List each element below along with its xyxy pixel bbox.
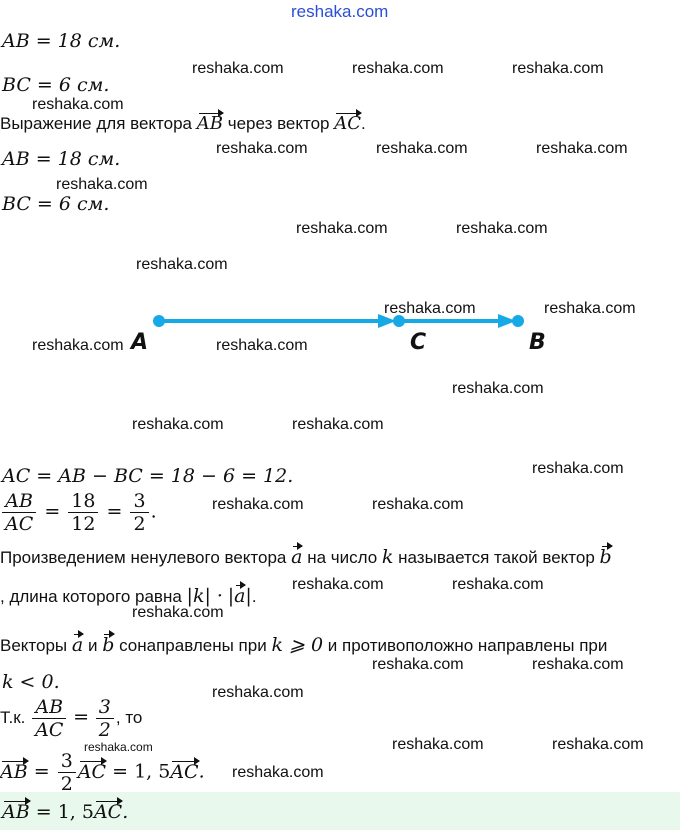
watermark: reshaka.com xyxy=(292,576,384,593)
result-vector-ab: AB xyxy=(0,760,28,783)
point-b xyxy=(512,315,524,327)
final-vector-ab: AB xyxy=(2,801,30,823)
task-text-mid: через вектор xyxy=(227,114,330,133)
watermark: reshaka.com xyxy=(232,764,324,781)
watermark: reshaka.com xyxy=(352,60,444,77)
def-len-vector-a: a xyxy=(234,585,246,607)
watermark: reshaka.com xyxy=(532,656,624,673)
final-answer: AB = 1, 5AC. xyxy=(2,801,129,823)
watermark: reshaka.com xyxy=(132,604,224,621)
ratio-frac-3: $\frac{3}{2}$ xyxy=(130,490,148,535)
watermark: reshaka.com xyxy=(212,684,304,701)
codirection-line: Векторы a и b сонаправлены при k ⩾ 0 и противоположно направлены при xyxy=(0,634,608,656)
since-frac-2: $\frac{3}{2}$ xyxy=(96,696,114,741)
task-vector-ac: AC xyxy=(334,113,362,134)
watermark-top: reshaka.com xyxy=(291,2,389,21)
watermark: reshaka.com xyxy=(452,380,544,397)
result-vector-ac: AC xyxy=(77,760,107,783)
ratio-frac-2: $\frac{18}{12}$ xyxy=(68,490,98,535)
given-bc: BC = 6 см. xyxy=(2,74,110,96)
codir-vector-b: b xyxy=(102,634,115,656)
watermark: reshaka.com xyxy=(84,740,153,754)
watermark: reshaka.com xyxy=(32,337,124,354)
ratio-line: $\frac{AB}{AC}$ = $\frac{18}{12}$ = $\frac{3}{2}$ . xyxy=(0,490,157,535)
watermark: reshaka.com xyxy=(512,60,604,77)
watermark: reshaka.com xyxy=(296,220,388,237)
final-vector-ac: AC xyxy=(93,801,123,823)
task-text-before: Выражение для вектора xyxy=(0,114,193,133)
since-line: Т.к. $\frac{AB}{AC}$ = $\frac{3}{2}$ , то xyxy=(0,696,143,741)
label-c: C xyxy=(410,330,427,355)
label-b: B xyxy=(529,330,546,355)
watermark: reshaka.com xyxy=(292,416,384,433)
watermark: reshaka.com xyxy=(372,656,464,673)
ratio-frac-1: $\frac{AB}{AC}$ xyxy=(2,490,36,535)
point-a xyxy=(153,315,165,327)
result-line: AB = $\frac{3}{2}$ AC = 1, 5AC. xyxy=(0,750,205,795)
task-line xyxy=(0,112,366,136)
watermark: reshaka.com xyxy=(216,337,308,354)
watermark: reshaka.com xyxy=(392,736,484,753)
def-vector-b: b xyxy=(599,546,612,568)
definition-line-2: , длина которого равна |k| · |a|. xyxy=(0,585,257,607)
given2-ab: AB = 18 см. xyxy=(2,148,121,170)
watermark: reshaka.com xyxy=(384,300,476,317)
def-vector-a: a xyxy=(291,546,303,568)
definition-line-1: Произведением ненулевого вектора a на число k называется такой вектор b xyxy=(0,546,612,568)
task-text-end: . xyxy=(361,114,366,133)
watermark: reshaka.com xyxy=(456,220,548,237)
codirection-condition-2: k < 0. xyxy=(2,671,60,693)
watermark: reshaka.com xyxy=(192,60,284,77)
watermark: reshaka.com xyxy=(536,140,628,157)
task-vector-ab: AB xyxy=(196,113,223,134)
label-a: A xyxy=(131,330,149,355)
watermark: reshaka.com xyxy=(452,576,544,593)
watermark: reshaka.com xyxy=(136,256,228,273)
watermark: reshaka.com xyxy=(376,140,468,157)
watermark: reshaka.com xyxy=(212,496,304,513)
watermark: reshaka.com xyxy=(372,496,464,513)
given2-bc: BC = 6 см. xyxy=(2,193,110,215)
watermark: reshaka.com xyxy=(32,96,124,113)
watermark: reshaka.com xyxy=(132,416,224,433)
watermark: reshaka.com xyxy=(216,140,308,157)
given-ab: AB = 18 см. xyxy=(2,30,121,52)
ac-computation: AC = AB − BC = 18 − 6 = 12. xyxy=(2,465,294,487)
result-vector-ac-2: AC xyxy=(170,760,199,783)
result-frac: $\frac{3}{2}$ xyxy=(58,750,76,795)
codir-vector-a: a xyxy=(71,634,84,656)
watermark: reshaka.com xyxy=(56,176,148,193)
watermark: reshaka.com xyxy=(552,736,644,753)
since-frac-1: $\frac{AB}{AC}$ xyxy=(32,696,66,741)
watermark: reshaka.com xyxy=(544,300,636,317)
watermark: reshaka.com xyxy=(532,460,624,477)
